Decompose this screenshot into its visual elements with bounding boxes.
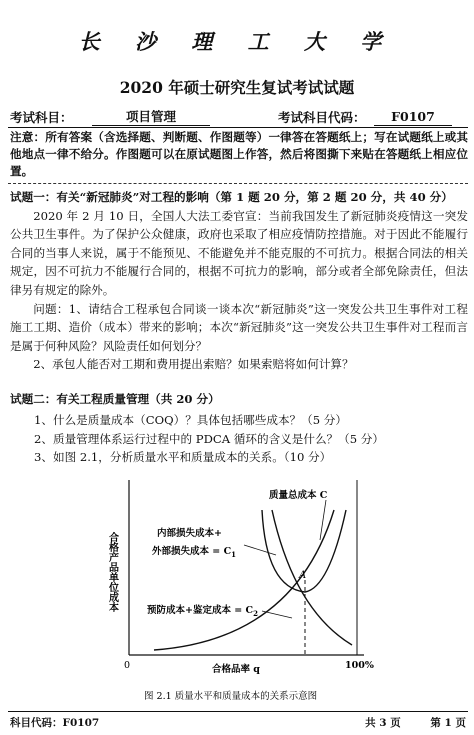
origin-label: 0 <box>124 660 131 671</box>
header-divider <box>8 127 468 128</box>
university-name: 长 沙 理 工 大 学 <box>78 29 396 54</box>
question-one <box>10 188 468 374</box>
question-two-item-3: 3、如图 2.1，分析质量水平和质量成本的关系。（10 分） <box>34 450 332 465</box>
question-one-part2: 2、承包人能否对工期和费用提出索赔？如果索赔将如何计算？ <box>33 357 354 372</box>
question-one-part1: 问题：1、请结合工程承包合同谈一谈本次“新冠肺炎”这一突发公共卫生事件对工程施工工期、造价（成本）带来的影响；本次“新冠肺炎”这一突发公共卫生事件对工程而言是属于何种风险？风险责任如何划分？ <box>10 301 468 353</box>
question-two-item-2: 2、质量管理体系运行过程中的 PDCA 循环的含义是什么？（5 分） <box>34 431 384 446</box>
exam-title: 2020 年硕士研究生复试考试试题 <box>119 78 355 97</box>
question-two-title: 试题二：有关工程质量管理（共 20 分） <box>10 392 220 406</box>
question-two-item-1: 1、什么是质量成本（COQ）？具体包括哪些成本？（5 分） <box>34 413 347 427</box>
question-two-items <box>34 411 384 467</box>
figure-caption: 图 2.1 质量水平和质量成本的关系示意图 <box>144 691 318 702</box>
loss-cost-label-line2: 外部损失成本 = $C_1$ <box>152 546 237 559</box>
x-end-label: 100% <box>345 660 374 671</box>
quality-cost-chart <box>94 470 394 710</box>
prevention-cost-label: 预防成本+鉴定成本 = $C_2$ <box>147 605 258 618</box>
notice-text: 注意：所有答案（含选择题、判断题、作图题等）一律答在答题纸上；写在试题纸上或其他地点一律不给分。作图题可以在原试题图上作答，然后将图撕下来贴在答题纸上相应位置。 <box>10 130 468 178</box>
footer-page-number: 第 1 页 <box>430 717 466 729</box>
y-axis-label: 合格产品单位成本 <box>106 532 118 612</box>
loss-cost-leader <box>244 545 276 555</box>
code-value: F0107 <box>374 108 452 126</box>
question-one-paragraph: 2020 年 2 月 10 日，全国人大法工委官宣：当前我国发生了新冠肺炎疫情这一突发公共卫生事件。为了保护公众健康，政府也采取了相应疫情防控措施。对于因此不能履行合同的当事人来说，属于不能预见、不能避免并不能克服的不可抗力。根据合同法的相关规定，因不可抗力不能履行合同的，根据不可抗力的影响，部分或者全部免除责任，但法律另有规定的除外。 <box>10 208 468 297</box>
code-label: 考试科目代码： <box>278 110 366 125</box>
footer-code: 科目代码：F0107 <box>10 717 100 729</box>
notice-divider <box>8 183 468 184</box>
footer-pages <box>339 715 466 730</box>
x-axis-label: 合格品率 q <box>212 664 260 675</box>
prevention-cost-leader <box>262 611 292 618</box>
footer-divider <box>8 711 468 712</box>
point-a-label: A <box>299 570 307 581</box>
footer-total-pages: 共 3 页 <box>365 717 401 729</box>
total-cost-label: 质量总成本 C <box>269 490 328 501</box>
subject-value: 项目管理 <box>92 108 210 126</box>
question-one-title: 试题一：有关“新冠肺炎”对工程的影响（第 1 题 20 分，第 2 题 20 分，共 40 分） <box>10 190 453 204</box>
loss-cost-curve <box>272 510 352 645</box>
subject-label: 考试科目： <box>10 110 73 125</box>
loss-cost-label-line1: 内部损失成本+ <box>157 528 222 539</box>
